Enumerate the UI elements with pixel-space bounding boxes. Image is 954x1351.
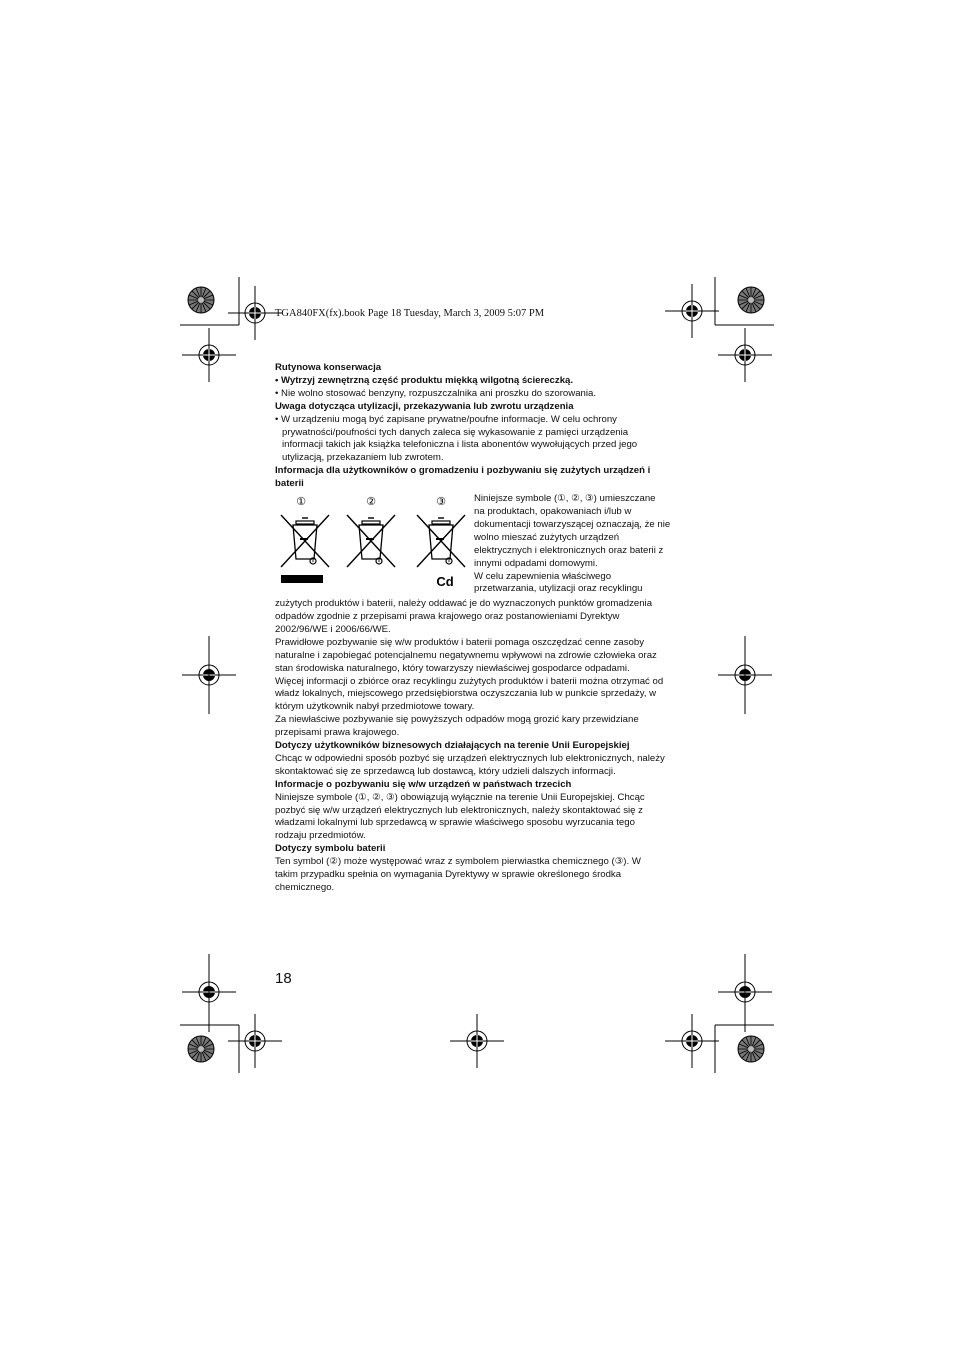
battery-line: takim przypadku spełnia on wymagania Dyrektywy w sprawie określonego środka — [275, 869, 622, 881]
symbol-row — [275, 493, 680, 595]
symbol-description-line: wolno mieszać zużytych urządzeń — [474, 531, 620, 543]
disposal-notice-line: utylizacją, przekazaniem lub zwrotem. — [282, 452, 444, 464]
symbol-description-line: na produktach, opakowaniach i/lub w — [474, 505, 632, 517]
registration-mark-icon — [182, 328, 236, 382]
registration-star-icon — [188, 287, 214, 313]
symbol-description-line: W celu zapewnienia właściwego — [474, 570, 612, 582]
battery-line: Ten symbol (②) może występować wraz z symbolem pierwiastka chemicznego (③). W — [275, 856, 641, 868]
user-info-title-1: Informacja dla użytkowników o gromadzeniu i pozbywaniu się zużytych urządzeń i — [275, 465, 651, 477]
body-line: którym użytkownik nabył przedmiotowe towary. — [275, 701, 475, 713]
crossed-bin-icon — [417, 515, 465, 567]
registration-mark-icon — [718, 328, 772, 382]
crossed-bin-icon — [347, 515, 395, 567]
page-number: 18 — [275, 970, 292, 987]
third-countries-title: Informacje o pozbywaniu się w/w urządzeń w państwach trzecich — [275, 778, 572, 790]
page-content — [275, 362, 680, 895]
battery-title: Dotyczy symbolu baterii — [275, 843, 386, 855]
third-countries-line: władzami lokalnymi lub sprzedawcą w sprawie właściwego sposobu wyrzucania tego — [275, 817, 635, 829]
black-bar-icon — [281, 575, 323, 583]
disposal-notice-line: • W urządzeniu mogą być zapisane prywatne/poufne informacje. W celu ochrony — [275, 413, 617, 425]
body-line: przepisami prawa krajowego. — [275, 727, 400, 739]
symbol-description-line: przetwarzania, utylizacji oraz recyklingu — [474, 583, 643, 595]
disposal-notice-line: prywatności/poufności tych danych zaleca się wykasowanie z pamięci urządzenia — [282, 426, 629, 438]
registration-star-icon — [738, 1036, 764, 1062]
registration-star-icon — [738, 287, 764, 313]
registration-mark-icon — [450, 1014, 504, 1068]
body-line: Więcej informacji o zbiórce oraz recyklingu zużytych produktów i baterii można otrzymać od — [275, 675, 664, 687]
maintenance-bullet-2: • Nie wolno stosować benzyny, rozpuszczalnika ani proszku do szorowania. — [275, 387, 596, 399]
body-line: Za niewłaściwe pozbywanie się powyższych odpadów mogą grozić kary przewidziane — [275, 714, 639, 726]
disposal-notice-title: Uwaga dotycząca utylizacji, przekazywania lub zwrotu urządzenia — [275, 400, 574, 412]
symbol-label-1: ① — [296, 495, 306, 509]
symbol-description-line: dokumentacji towarzyszącej oznaczają, że nie — [474, 518, 671, 530]
body-line: odpadów zgodnie z przepisami prawa krajowego oraz postanowieniami Dyrektyw — [275, 610, 620, 622]
cd-label: Cd — [436, 574, 454, 590]
symbol-description — [474, 493, 680, 596]
battery-line: chemicznego. — [275, 882, 335, 893]
business-title: Dotyczy użytkowników biznesowych działających na terenie Unii Europejskiej — [275, 740, 630, 752]
registration-mark-icon — [228, 1014, 282, 1068]
maintenance-bullet-1: • Wytrzyj zewnętrzną część produktu miękką wilgotną ściereczką. — [275, 374, 574, 386]
body-line: naturalne i zapobiegać potencjalnemu negatywnemu wpływowi na zdrowie człowieka oraz — [275, 649, 657, 661]
weee-symbols — [275, 493, 475, 595]
body-line: stan środowiska naturalnego, który towarzyszy niewłaściwej gospodarce odpadami. — [275, 662, 630, 674]
file-info-header: TGA840FX(fx).book Page 18 Tuesday, March 3, 2009 5:07 PM — [275, 308, 545, 319]
body-line: 2002/96/WE i 2006/66/WE. — [275, 623, 391, 635]
business-line: Chcąc w odpowiedni sposób pozbyć się urządzeń elektrycznych lub elektronicznych, należy — [275, 752, 665, 764]
registration-mark-icon — [665, 1014, 719, 1068]
registration-mark-icon — [228, 286, 282, 340]
symbol-label-3: ③ — [436, 495, 446, 509]
symbol-label-2: ② — [366, 495, 376, 509]
business-line: skontaktować się ze sprzedawcą lub dostawcą, który udzieli dalszych informacji. — [275, 765, 616, 777]
body-line: zużytych produktów i baterii, należy oddawać je do wyznaczonych punktów gromadzenia — [275, 598, 653, 610]
disposal-notice-line: informacji takich jak książka telefoniczna i lista abonentów wywołujących przed jego — [282, 439, 638, 451]
crossed-bin-icon — [281, 515, 329, 567]
third-countries-line: rodzaju przedmiotów. — [275, 830, 366, 842]
user-info-title-2: baterii — [275, 478, 304, 490]
body-line: władz lokalnych, miejscowego przedsiębiorstwa oczyszczania lub w punkcie sprzedaży, w — [275, 688, 657, 700]
body-line: Prawidłowe pozbywanie się w/w produktów i baterii pomaga oszczędzać cenne zasoby — [275, 636, 645, 648]
registration-mark-icon — [665, 284, 719, 338]
symbol-description-line: Niniejsze symbole (①, ②, ③) umieszczane — [474, 493, 656, 505]
registration-star-icon — [188, 1036, 214, 1062]
third-countries-line: pozbyć się w/w urządzeń elektrycznych lub elektronicznych, należy skontaktować się z — [275, 804, 643, 816]
symbol-description-line: innymi odpadami domowymi. — [474, 557, 598, 569]
user-info-body — [275, 598, 680, 740]
third-countries-line: Niniejsze symbole (①, ②, ③) obowiązują wyłącznie na terenie Unii Europejskiej. Chcąc — [275, 791, 645, 803]
maintenance-title: Rutynowa konserwacja — [275, 362, 382, 373]
symbol-description-line: elektrycznych i elektronicznych oraz baterii z — [474, 544, 664, 556]
